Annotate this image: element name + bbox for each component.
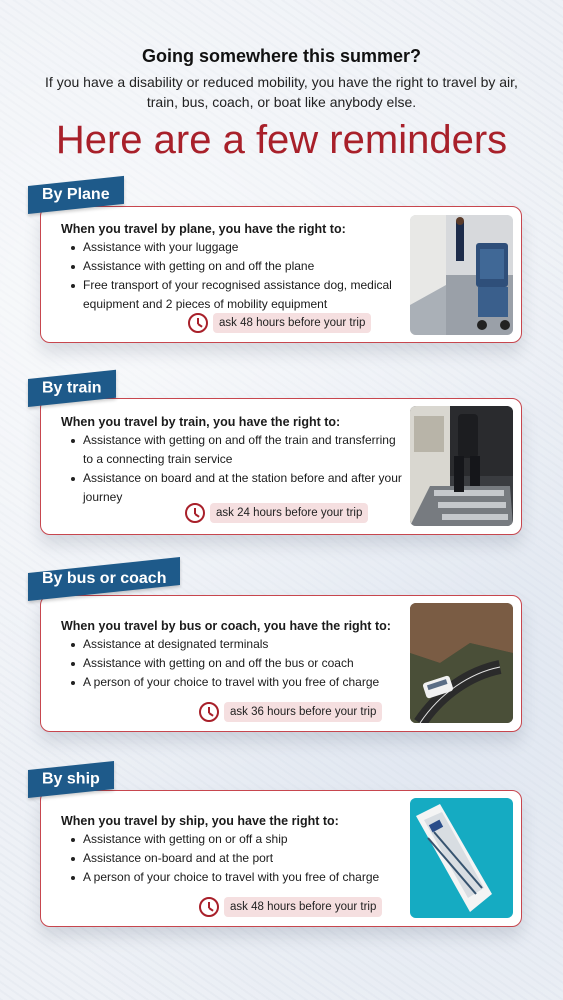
bus-lead: When you travel by bus or coach, you have the right to: [61,619,391,633]
list-item: Assistance with getting on and off the bus or coach [83,654,403,673]
cruise-ship-image [410,798,513,918]
train-boarding-image [410,406,513,526]
ship-list [83,830,403,887]
plane-notice: ask 48 hours before your trip [213,313,371,333]
plane-cabin-image [410,215,513,335]
list-item: Assistance at designated terminals [83,635,403,654]
clock-icon [188,313,208,333]
list-item: Assistance with getting on or off a ship [83,830,403,849]
list-item: A person of your choice to travel with you free of charge [83,868,403,887]
plane-photo [410,215,513,335]
clock-icon [185,503,205,523]
bus-card [40,595,522,732]
train-lead: When you travel by train, you have the right to: [61,415,341,429]
intro-text: If you have a disability or reduced mobility, you have the right to travel by air, train, bus, coach, or boat like anybody else. [45,74,518,110]
plane-card [40,206,522,343]
bus-ribbon: By bus or coach [28,557,180,601]
plane-ribbon: By Plane [28,176,124,214]
list-item: Assistance with getting on and off the plane [83,257,403,276]
list-item: Assistance with getting on and off the train and transferring to a connecting train service [83,431,403,469]
ship-notice: ask 48 hours before your trip [224,897,382,917]
clock-icon [199,897,219,917]
list-item: Free transport of your recognised assistance dog, medical equipment and 2 pieces of mobility equipment [83,276,403,314]
bus-notice: ask 36 hours before your trip [224,702,382,722]
coach-road-image [410,603,513,723]
headline: Here are a few reminders [55,118,508,162]
ship-ribbon: By ship [28,761,114,798]
clock-icon [199,702,219,722]
ship-lead: When you travel by ship, you have the right to: [61,814,339,828]
train-card [40,398,522,535]
page-title: Going somewhere this summer? [141,46,422,66]
list-item: Assistance with your luggage [83,238,403,257]
bus-list [83,635,403,692]
train-notice: ask 24 hours before your trip [210,503,368,523]
train-photo [410,406,513,526]
list-item: Assistance on board and at the station before and after your journey [83,469,403,507]
plane-list [83,238,403,314]
list-item: A person of your choice to travel with you free of charge [83,673,403,692]
train-list [83,431,403,507]
list-item: Assistance on-board and at the port [83,849,403,868]
bus-photo [410,603,513,723]
train-ribbon: By train [28,370,116,407]
ship-card [40,790,522,927]
ship-photo [410,798,513,918]
plane-lead: When you travel by plane, you have the right to: [61,222,346,236]
